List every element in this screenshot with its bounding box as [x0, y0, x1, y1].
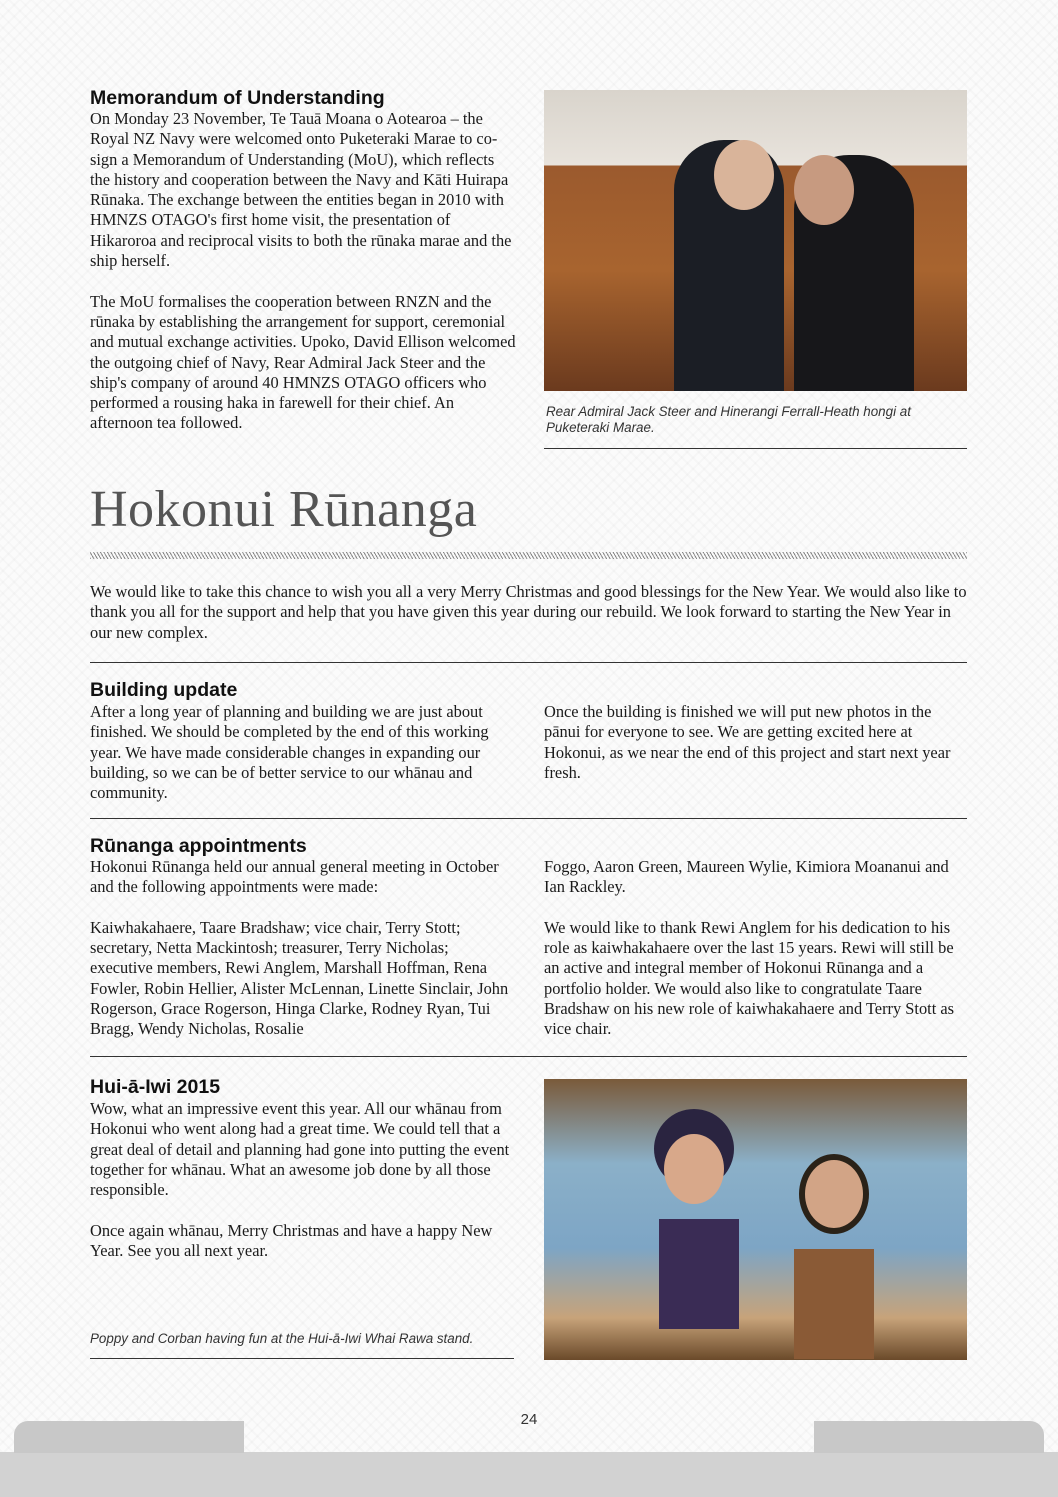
building-right: Once the building is finished we will put new photos in the pānui for everyone to see. We are getting excited here at Hokonui, as we near the end of this project and start next year fresh. [544, 702, 951, 782]
footer-ornament-left [14, 1421, 244, 1453]
appointments-right [544, 857, 969, 1040]
hui-photo-caption: Poppy and Corban having fun at the Hui-ā-Iwi Whai Rawa stand. [90, 1331, 474, 1346]
mou-photo-caption: Rear Admiral Jack Steer and Hinerangi Ferrall-Heath hongi at Puketeraki Marae. [546, 404, 911, 435]
hui-body [90, 1099, 515, 1261]
section-title: Hokonui Rūnanga [90, 481, 478, 538]
mou-paragraph: On Monday 23 November, Te Tauā Moana o Aotearoa – the Royal NZ Navy were welcomed onto Puketeraki Marae to co-sign a Memorandum of Understanding (MoU), which reflects the history and cooperation between the Navy and Kāti Huirapa Rūnaka. The exchange between the entities began in 2010 with HMNZS OTAGO's first home visit, the presentation of Hikaroroa and reciprocal visits to both the rūnaka marae and the ship herself. [90, 109, 512, 271]
hui-paragraph: Wow, what an impressive event this year. All our whānau from Hokonui who went along had a great time. We could tell that a great deal of detail and planning had gone into putting the event together for whānau. What an awesome job done by all those responsible. [90, 1099, 510, 1200]
hui-photo [544, 1079, 967, 1360]
footer-ornament-right [814, 1421, 1044, 1453]
hui-paragraph: Once again whānau, Merry Christmas and have a happy New Year. See you all next year. [90, 1220, 493, 1261]
building-heading: Building update [90, 679, 238, 701]
mou-heading: Memorandum of Understanding [90, 87, 385, 109]
mou-paragraph: The MoU formalises the cooperation between RNZN and the rūnaka by establishing the arrangement for support, ceremonial and mutual exchange activities. Upoko, David Ellison welcomed the outgoing chief of Navy, Rear Admiral Jack Steer and the ship's company of around 40 HMNZS OTAGO officers who performed a rousing haka in farewell for their chief. An afternoon tea followed. [90, 291, 516, 433]
hui-heading: Hui-ā-Iwi 2015 [90, 1076, 221, 1098]
title-divider [90, 552, 967, 559]
appointments-paragraph: We would like to thank Rewi Anglem for his dedication to his role as kaiwhakahaere over the last 15 years. Rewi will still be an active and integral member of Hokonui Rūnanga and a portfolio holder. We would also like to congratulate Taare Bradshaw on his new role of kaiwhakahaere and Terry Stott as vice chair. [544, 917, 955, 1039]
page-number: 24 [520, 1411, 538, 1428]
appointments-left [90, 857, 515, 1040]
appointments-heading: Rūnanga appointments [90, 835, 307, 857]
appointments-paragraph: Hokonui Rūnanga held our annual general meeting in October and the following appointments were made: [90, 857, 499, 897]
appointments-paragraph: Foggo, Aaron Green, Maureen Wylie, Kimiora Moananui and Ian Rackley. [544, 857, 949, 897]
appointments-paragraph: Kaiwhakahaere, Taare Bradshaw; vice chair, Terry Stott; secretary, Netta Mackintosh; treasurer, Terry Nicholas; executive members, Rewi Anglem, Marshall Hoffman, Rena Fowler, Robin Hellier, Alister McLennan, Linette Sinclair, John Rogerson, Grace Rogerson, Hinga Clarke, Rodney Ryan, Tui Bragg, Wendy Nicholas, Rosalie [90, 917, 509, 1039]
building-left: After a long year of planning and building we are just about finished. We should be completed by the end of this working year. We have made considerable changes in expanding our building, so we can be of better service to our whānau and community. [90, 702, 489, 803]
footer-band [0, 1452, 1058, 1497]
hongi-photo [544, 90, 967, 391]
mou-body [90, 109, 518, 434]
intro-text: We would like to take this chance to wish you all a very Merry Christmas and good blessings for the New Year. We would also like to thank you all for the support and help that you have given this year during our rebuild. We look forward to starting the New Year in our new complex. [90, 582, 967, 642]
